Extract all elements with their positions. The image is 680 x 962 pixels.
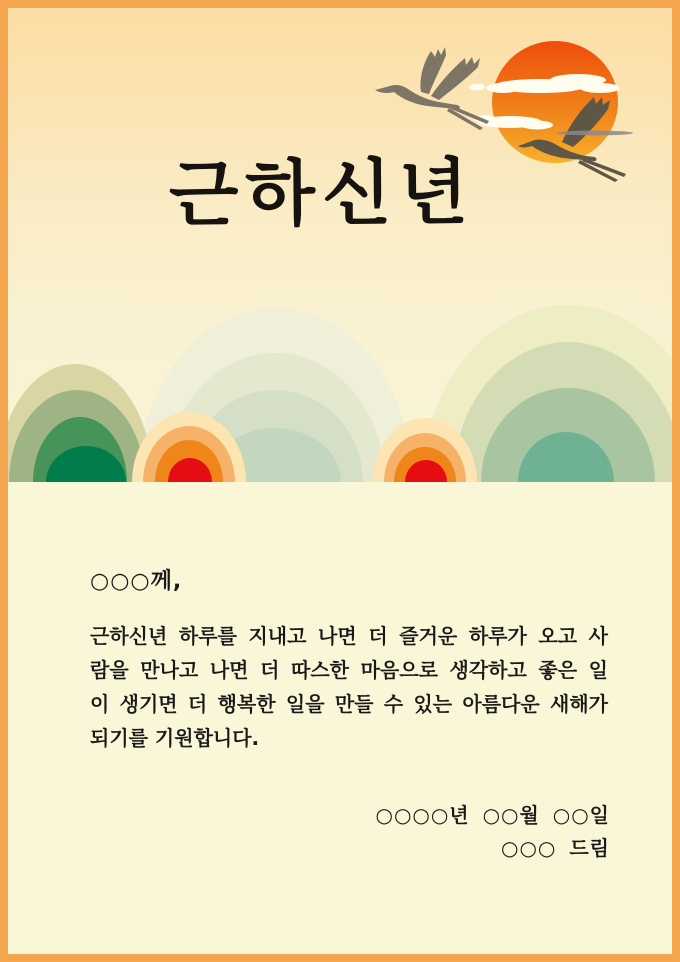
letter-date: ○○○○년 ○○월 ○○일 [375,803,610,827]
greeting-title: 근하신년 [168,149,476,237]
letter-body [90,619,608,755]
letter-body-line: 이 생기면 더 행복한 일을 만들 수 있는 아름다운 새해가 [90,692,608,716]
letter-recipient: ○○○께, [90,569,183,594]
letter-signature: ○○○ 드림 [501,836,610,860]
letter-body-line: 근하신년 하루를 지내고 나면 더 즐거운 하루가 오고 사 [90,624,608,648]
letter-body-line: 람을 만나고 나면 더 따스한 마음으로 생각하고 좋은 일 [90,658,608,682]
letter-body-line: 되기를 기원합니다. [90,726,260,750]
letter-closing [376,799,611,865]
